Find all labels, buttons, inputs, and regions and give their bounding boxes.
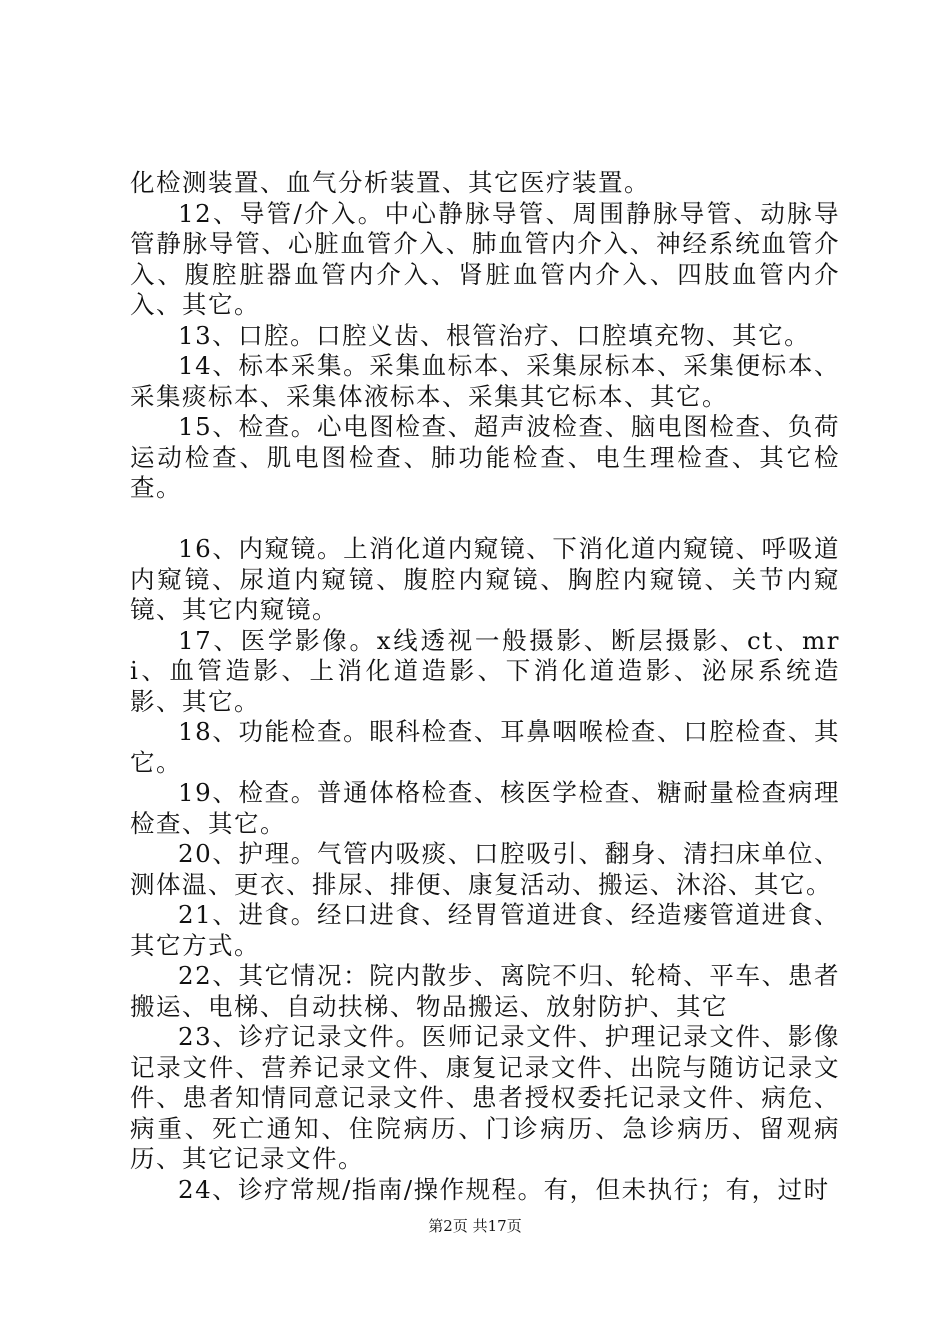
document-body: [130, 168, 840, 1205]
paragraph-item-24: 24、诊疗常规/指南/操作规程。有，但未执行；有，过时: [178, 1174, 830, 1204]
paragraph-item-14: 14、标本采集。采集血标本、采集尿标本、采集便标本、采集痰标本、采集体液标本、采集其它标本、其它。: [130, 351, 840, 411]
paragraph-item-12: 12、导管/介入。中心静脉导管、周围静脉导管、动脉导管静脉导管、心脏血管介入、肺血管内介入、神经系统血管介入、腹腔脏器血管内介入、肾脏血管内介入、四肢血管内介入、其它。: [130, 198, 840, 319]
paragraph-item-20: 20、护理。气管内吸痰、口腔吸引、翻身、清扫床单位、测体温、更衣、排尿、排便、康复活动、搬运、沐浴、其它。: [130, 839, 840, 899]
paragraph-item-17: 17、医学影像。x线透视一般摄影、断层摄影、ct、mri、血管造影、上消化道造影、下消化道造影、泌尿系统造影、其它。: [130, 625, 840, 716]
paragraph-item-19: 19、检查。普通体格检查、核医学检查、糖耐量检查病理检查、其它。: [130, 778, 840, 838]
paragraph-item-23: 23、诊疗记录文件。医师记录文件、护理记录文件、影像记录文件、营养记录文件、康复记录文件、出院与随访记录文件、患者知情同意记录文件、患者授权委托记录文件、病危、病重、死亡通知、住院病历、门诊病历、急诊病历、留观病历、其它记录文件。: [130, 1022, 840, 1173]
blank-line: [130, 504, 840, 535]
paragraph-item-16: 16、内窥镜。上消化道内窥镜、下消化道内窥镜、呼吸道内窥镜、尿道内窥镜、腹腔内窥镜、胸腔内窥镜、关节内窥镜、其它内窥镜。: [130, 534, 840, 624]
paragraph-continuation: 化检测装置、血气分析装置、其它医疗装置。: [130, 168, 650, 197]
paragraph-item-18: 18、功能检查。眼科检查、耳鼻咽喉检查、口腔检查、其它。: [130, 717, 840, 777]
paragraph-item-13: 13、口腔。口腔义齿、根管治疗、口腔填充物、其它。: [178, 320, 811, 350]
paragraph-item-21: 21、进食。经口进食、经胃管道进食、经造瘘管道进食、其它方式。: [130, 900, 840, 960]
paragraph-item-22: 22、其它情况：院内散步、离院不归、轮椅、平车、患者搬运、电梯、自动扶梯、物品搬运、放射防护、其它: [130, 961, 840, 1021]
paragraph-item-15: 15、检查。心电图检查、超声波检查、脑电图检查、负荷运动检查、肌电图检查、肺功能检查、电生理检查、其它检查。: [130, 412, 840, 502]
page-number-footer: 第2页 共17页: [428, 1217, 522, 1235]
